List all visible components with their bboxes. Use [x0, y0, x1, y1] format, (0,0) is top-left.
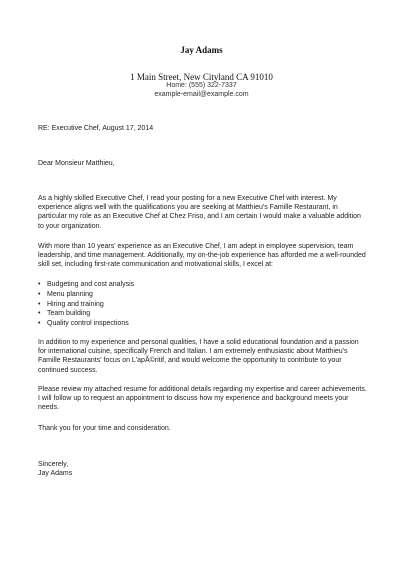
salutation: Dear Monsieur Matthieu,: [38, 160, 115, 167]
paragraph-thanks: Thank you for your time and consideration.: [38, 425, 171, 432]
skills-list: [38, 280, 134, 329]
list-item: [38, 319, 134, 329]
paragraph-intro: As a highly skilled Executive Chef, I read your posting for a new Executive Chef with interest. My experience aligns well with the qualifications you are seeking at Matthieu's Famille Restaurant, in particular my role as an Executive Chef at Chez Friso, and I am certain I would make a valuable addition to your organization.: [38, 195, 361, 230]
signature-name: Jay Adams: [38, 470, 73, 477]
sender-name: Jay Adams: [180, 45, 223, 55]
sender-email: example-email@example.com: [154, 91, 249, 98]
subject-line: RE: Executive Chef, August 17, 2014: [38, 125, 154, 132]
bullet-icon: •: [38, 290, 41, 298]
skill-label: Hiring and training: [47, 300, 104, 308]
list-item: [38, 290, 134, 300]
bullet-icon: •: [38, 281, 41, 288]
skill-label: Budgeting and cost analysis: [47, 281, 135, 288]
skill-label: Quality control inspections: [47, 320, 129, 328]
sender-address: 1 Main Street, New Cityland CA 91010: [130, 72, 273, 82]
skill-label: Team building: [47, 310, 91, 318]
sender-phone: Home: (555) 322-7337: [166, 82, 237, 89]
list-item: [38, 300, 134, 310]
paragraph-education: In addition to my experience and personal qualities, I have a solid educational foundation and a passion for international cuisine, specifically French and Italian. I am extremely enthusiastic about Matthieu's Famille Restaurants' focus on L'apÃ©ritif, and would welcome the opportunity to contribute to your continued success.: [38, 339, 359, 374]
paragraph-followup: Please review my attached resume for additional details regarding my expertise and career achievements. I will follow up to request an appointment to discuss how my experience and background meets your needs.: [38, 386, 367, 412]
bullet-icon: •: [38, 300, 41, 308]
skill-label: Menu planning: [47, 290, 93, 298]
bullet-icon: •: [38, 310, 41, 318]
closing: Sincerely,: [38, 461, 69, 468]
list-item: [38, 309, 134, 319]
bullet-icon: •: [38, 320, 41, 328]
list-item: [38, 280, 134, 290]
paragraph-experience: With more than 10 years' experience as an Executive Chef, I am adept in employee supervision, team leadership, and time management. Additionally, my on-the-job experience has afforded me a well-rounded skill set, including first-rate communication and motivational skills, I excel at:: [38, 243, 366, 269]
